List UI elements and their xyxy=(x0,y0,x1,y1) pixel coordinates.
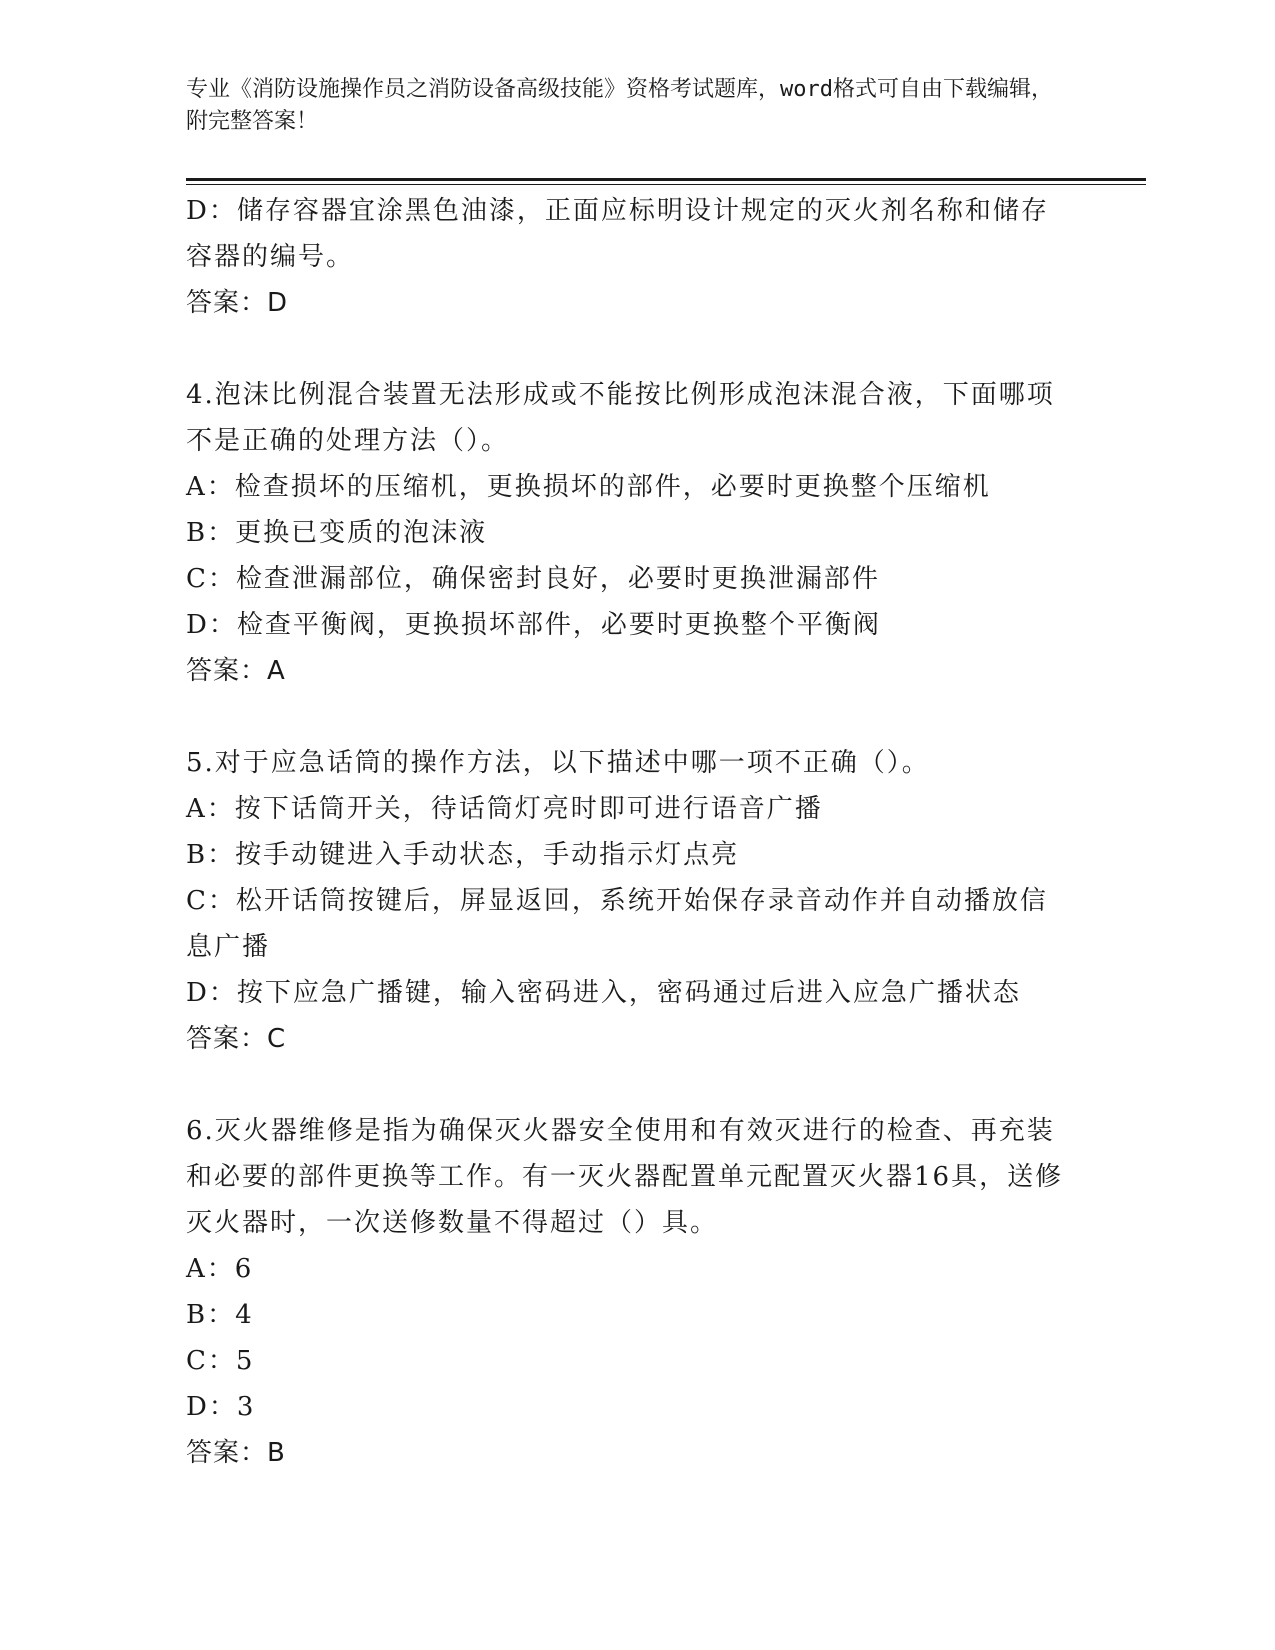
option-d: D：按下应急广播键，输入密码进入，密码通过后进入应急广播状态 xyxy=(186,978,1021,1008)
question-6 xyxy=(186,1108,1066,1476)
option-d: D：检查平衡阀，更换损坏部件，必要时更换整个平衡阀 xyxy=(186,610,881,640)
question-5 xyxy=(186,740,1066,1062)
question-stem: 6.灭火器维修是指为确保灭火器安全使用和有效灭进行的检查、再充装和必要的部件更换等工作。有一灭火器配置单元配置灭火器16具，送修灭火器时，一次送修数量不得超过（）具。 xyxy=(186,1116,1064,1238)
option-a: A：检查损坏的压缩机，更换损坏的部件，必要时更换整个压缩机 xyxy=(186,472,991,502)
question-answer: 答案：A xyxy=(186,656,286,686)
option-d: D：3 xyxy=(186,1392,256,1422)
option-b: B：按手动键进入手动状态，手动指示灯点亮 xyxy=(186,840,740,870)
header-rule-thick xyxy=(186,178,1146,181)
option-b: B：更换已变质的泡沫液 xyxy=(186,518,488,548)
question-stem: 4.泡沫比例混合装置无法形成或不能按比例形成泡沫混合液，下面哪项不是正确的处理方法（）。 xyxy=(186,380,1055,456)
partial-answer: 答案：D xyxy=(186,288,289,318)
question-answer: 答案：C xyxy=(186,1024,287,1054)
question-answer: 答案：B xyxy=(186,1438,286,1468)
option-c: C：检查泄漏部位，确保密封良好，必要时更换泄漏部件 xyxy=(186,564,880,594)
document-header: 专业《消防设施操作员之消防设备高级技能》资格考试题库，word格式可自由下载编辑，附完整答案！ xyxy=(186,77,1053,134)
option-a: A：按下话筒开关，待话筒灯亮时即可进行语音广播 xyxy=(186,794,823,824)
option-b: B：4 xyxy=(186,1300,254,1330)
partial-option-d: D：储存容器宜涂黑色油漆，正面应标明设计规定的灭火剂名称和储存容器的编号。 xyxy=(186,196,1049,272)
spacer xyxy=(186,694,1066,740)
spacer xyxy=(186,1062,1066,1108)
question-4 xyxy=(186,372,1066,694)
spacer xyxy=(186,326,1066,372)
header-rule-thin xyxy=(186,184,1146,185)
question-content xyxy=(186,188,1066,1476)
option-a: A：6 xyxy=(186,1254,254,1284)
option-c: C：松开话筒按键后，屏显返回，系统开始保存录音动作并自动播放信息广播 xyxy=(186,886,1048,962)
question-stem: 5.对于应急话筒的操作方法，以下描述中哪一项不正确（）。 xyxy=(186,748,930,778)
option-c: C：5 xyxy=(186,1346,255,1376)
